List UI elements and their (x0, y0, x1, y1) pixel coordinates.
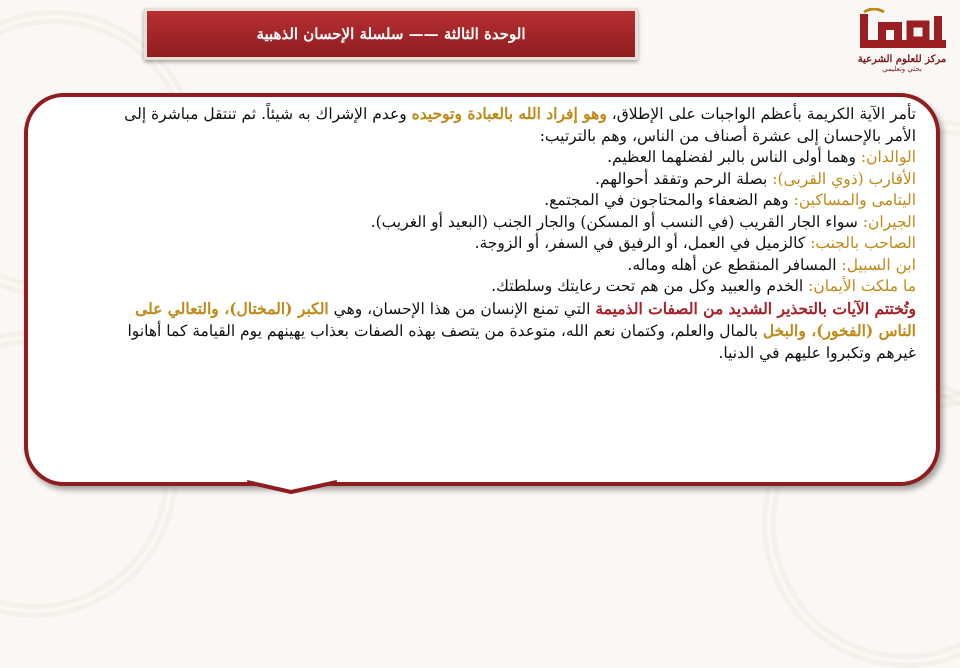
highlight-tawhid: وهو إفراد الله بالعبادة وتوحيده (411, 104, 607, 123)
logo-subtitle: بحثي وتعليمي (882, 65, 922, 73)
list-item: ما ملكت الأيمان: الخدم والعبيد وكل من هم تحت رعايتك وسلطتك. (491, 277, 916, 295)
highlight-warning: وتُختتم الآيات بالتحذير الشديد من الصفات الذميمة (595, 298, 916, 318)
list-item: الوالدان: وهما أولى الناس بالبر لفضلهما العظيم. (607, 148, 916, 166)
list-item: اليتامى والمساكين: وهم الضعفاء والمحتاجون في المجتمع. (544, 191, 916, 209)
logo (852, 8, 952, 78)
intro-paragraph: تأمر الآية الكريمة بأعظم الواجبات على الإطلاق، وهو إفراد الله بالعبادة وتوحيده وعدم الإشراك به شيئاً. ثم تنتقل مباشرة إلى الأمر بالإحسان إلى عشرة أصناف من الناس، وهم بالترتيب: (124, 104, 916, 145)
list-item: ابن السبيل: المسافر المنقطع عن أهله وماله. (627, 255, 916, 274)
closing-paragraph: وتُختتم الآيات بالتحذير الشديد من الصفات الذميمة التي تمنع الإنسان من هذا الإحسان، وهي الكبر (المختال)، والتعالي على الناس (الفخور)، والبخل بالمال والعلم، وكتمان نعم الله، متوعدة من يتصف بهذه الصفات بعذاب يهينهم يوم القيامة كما أهانوا غيرهم وتكبروا عليهم في الدنيا. (127, 298, 916, 362)
highlight-traits: الكبر (المختال)، والتعالي على الناس (الفخور)، والبخل (135, 298, 916, 340)
term: الصاحب بالجنب: (810, 234, 916, 252)
term: الجيران: (862, 212, 916, 231)
list-item: الجيران: سواء الجار القريب (في النسب أو المسكن) والجار الجنب (البعيد أو الغريب). (370, 212, 916, 231)
term: الوالدان: (860, 148, 916, 166)
content-text (96, 103, 916, 364)
term: الأقارب (ذوي القربى): (772, 169, 916, 188)
term: ابن السبيل: (841, 255, 916, 274)
term: ما ملكت الأيمان: (808, 277, 916, 295)
title-banner (144, 8, 638, 60)
list-item: الأقارب (ذوي القربى): بصلة الرحم وتفقد أحوالهم. (594, 169, 916, 188)
logo-name: مركز للعلوم الشرعية (857, 54, 947, 65)
term: اليتامى والمساكين: (793, 191, 916, 209)
page-title: الوحدة الثالثة —— سلسلة الإحسان الذهبية (256, 25, 526, 43)
list-item: الصاحب بالجنب: كالزميل في العمل، أو الرفيق في السفر، أو الزوجة. (474, 234, 916, 252)
logo-mark-icon (854, 8, 950, 52)
